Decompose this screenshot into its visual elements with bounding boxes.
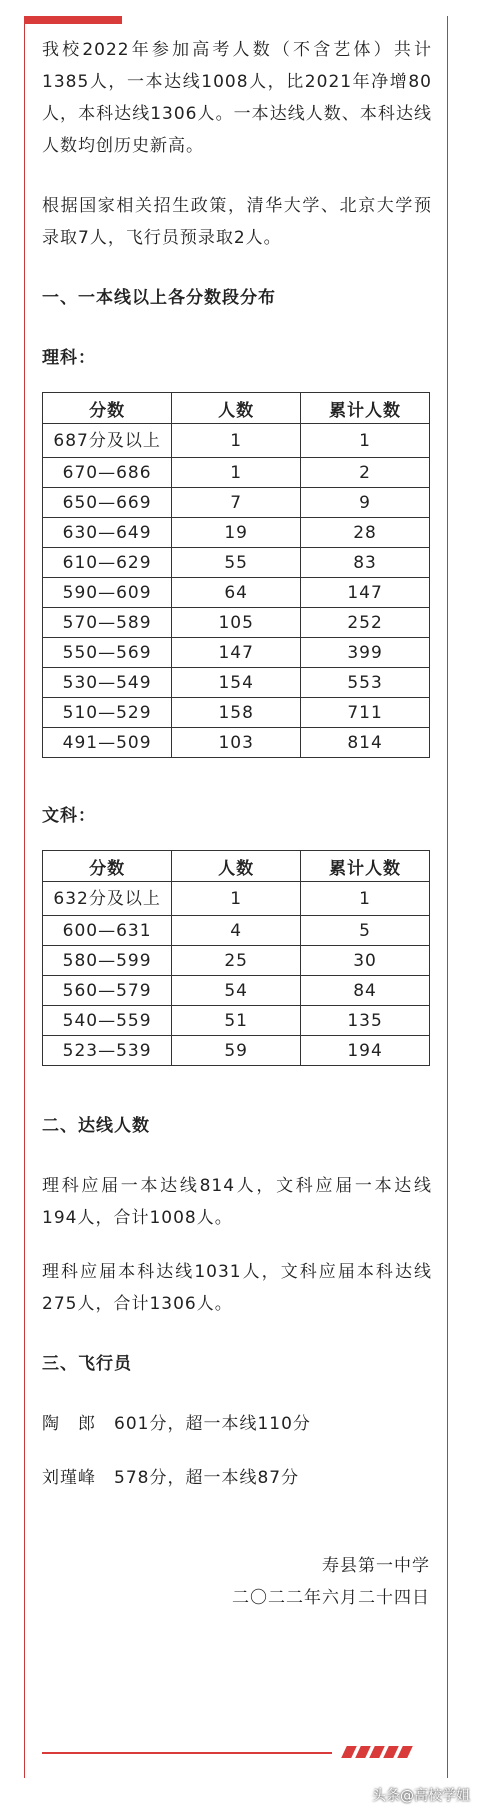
stripe-mark (369, 1746, 385, 1758)
table-cell: 158 (172, 698, 301, 728)
top-accent-bar (24, 16, 122, 24)
section2-paragraph-1: 理科应届一本达线814人，文科应届一本达线194人，合计1008人。 (42, 1176, 432, 1228)
table-cell: 570—589 (43, 608, 172, 638)
table-cell: 1 (172, 458, 301, 488)
pilot-entry-1: 陶 郎 601分，超一本线110分 (42, 1414, 311, 1434)
table-cell: 550—569 (43, 638, 172, 668)
table-cell: 154 (172, 668, 301, 698)
table-cell: 252 (301, 608, 430, 638)
table-cell: 147 (301, 578, 430, 608)
table-row (43, 668, 430, 698)
table-cell: 580—599 (43, 946, 172, 976)
table-row (43, 1036, 430, 1066)
table-cell: 491—509 (43, 728, 172, 758)
table-cell: 2 (301, 458, 430, 488)
table-cell: 510—529 (43, 698, 172, 728)
table-cell: 59 (172, 1036, 301, 1066)
table-cell: 51 (172, 1006, 301, 1036)
table-row (43, 578, 430, 608)
table-cell: 64 (172, 578, 301, 608)
pilot-entry-2: 刘瑾峰 578分，超一本线87分 (42, 1468, 300, 1488)
table-cell: 84 (301, 976, 430, 1006)
table-row (43, 424, 430, 458)
table-header-row (43, 851, 430, 882)
table-cell: 83 (301, 548, 430, 578)
section3-title: 三、飞行员 (42, 1354, 132, 1374)
table-cell: 530—549 (43, 668, 172, 698)
table-cell: 1 (172, 424, 301, 458)
table-cell: 687分及以上 (43, 424, 172, 458)
decorative-stripes (344, 1746, 416, 1758)
table-cell: 147 (172, 638, 301, 668)
section2-paragraph-2: 理科应届本科达线1031人，文科应届本科达线275人，合计1306人。 (42, 1262, 432, 1314)
table-row (43, 488, 430, 518)
table-cell: 523—539 (43, 1036, 172, 1066)
stripe-mark (355, 1746, 371, 1758)
liberal-arts-score-table (42, 850, 430, 1066)
stripe-mark (383, 1746, 399, 1758)
table-cell: 610—629 (43, 548, 172, 578)
intro-paragraph-1: 我校2022年参加高考人数（不含艺体）共计1385人，一本达线1008人，比2021年净增80人，本科达线1306人。一本达线人数、本科达线人数均创历史新高。 (42, 40, 432, 156)
table-cell: 194 (301, 1036, 430, 1066)
section2-title: 二、达线人数 (42, 1116, 150, 1136)
table-row (43, 638, 430, 668)
table-cell: 103 (172, 728, 301, 758)
stripe-mark (397, 1746, 413, 1758)
table-row (43, 946, 430, 976)
science-label: 理科： (42, 348, 96, 368)
table-row (43, 728, 430, 758)
table-row (43, 1006, 430, 1036)
table-cell: 54 (172, 976, 301, 1006)
table-cell: 670—686 (43, 458, 172, 488)
table-cell: 540—559 (43, 1006, 172, 1036)
article-content (42, 34, 432, 1614)
table-cell: 135 (301, 1006, 430, 1036)
table-cell: 1 (301, 424, 430, 458)
intro-paragraph-2: 根据国家相关招生政策，清华大学、北京大学预录取7人，飞行员预录取2人。 (42, 196, 432, 248)
table-cell: 560—579 (43, 976, 172, 1006)
table-cell: 553 (301, 668, 430, 698)
signature-date: 二〇二二年六月二十四日 (232, 1588, 430, 1608)
signature-school: 寿县第一中学 (322, 1556, 430, 1576)
table-cell: 9 (301, 488, 430, 518)
bottom-accent-line (42, 1752, 332, 1754)
table-cell: 4 (172, 916, 301, 946)
header-count: 人数 (172, 393, 301, 424)
table-row (43, 698, 430, 728)
header-count: 人数 (172, 851, 301, 882)
table-cell: 650—669 (43, 488, 172, 518)
table-cell: 590—609 (43, 578, 172, 608)
table-row (43, 458, 430, 488)
table-row (43, 518, 430, 548)
table-cell: 25 (172, 946, 301, 976)
table-cell: 1 (172, 882, 301, 916)
table-cell: 630—649 (43, 518, 172, 548)
table-header-row (43, 393, 430, 424)
table-cell: 1 (301, 882, 430, 916)
table-cell: 7 (172, 488, 301, 518)
table-cell: 30 (301, 946, 430, 976)
header-cumulative: 累计人数 (301, 393, 430, 424)
table-cell: 814 (301, 728, 430, 758)
table-row (43, 882, 430, 916)
liberal-arts-label: 文科： (42, 806, 96, 826)
table-cell: 28 (301, 518, 430, 548)
table-row (43, 608, 430, 638)
science-score-table (42, 392, 430, 758)
table-cell: 55 (172, 548, 301, 578)
table-cell: 600—631 (43, 916, 172, 946)
header-score: 分数 (43, 851, 172, 882)
table-cell: 105 (172, 608, 301, 638)
table-cell: 399 (301, 638, 430, 668)
header-cumulative: 累计人数 (301, 851, 430, 882)
watermark: 头条@高校学姐 (372, 1788, 470, 1804)
table-cell: 5 (301, 916, 430, 946)
table-row (43, 916, 430, 946)
table-row (43, 976, 430, 1006)
stripe-mark (341, 1746, 357, 1758)
table-row (43, 548, 430, 578)
section1-title: 一、一本线以上各分数段分布 (42, 288, 276, 308)
table-cell: 632分及以上 (43, 882, 172, 916)
header-score: 分数 (43, 393, 172, 424)
table-cell: 711 (301, 698, 430, 728)
table-cell: 19 (172, 518, 301, 548)
